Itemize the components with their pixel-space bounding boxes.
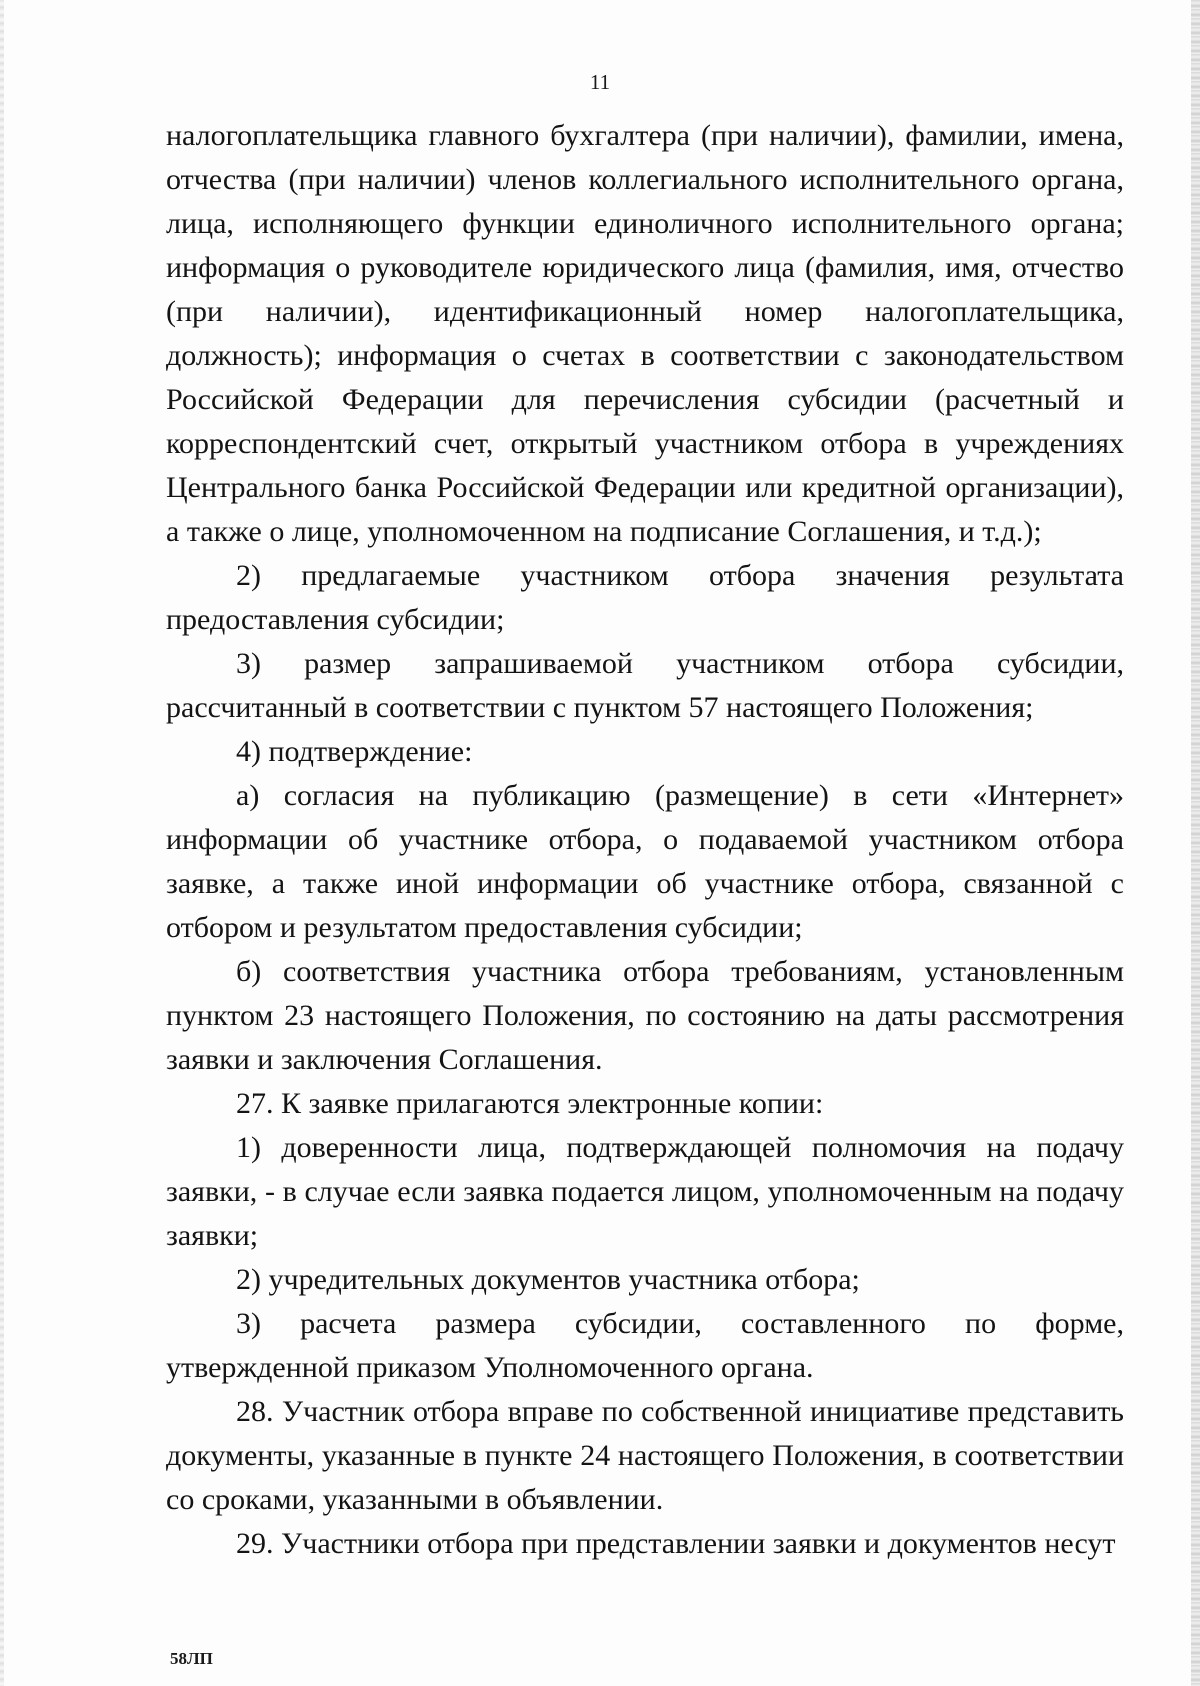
paragraph-clause-27-item-1: 1) доверенности лица, подтверждающей полномочия на подачу заявки, - в случае если заявка подается лицом, уполномоченным на подачу заявки;	[166, 1131, 1124, 1252]
paragraph-continuation: налогоплательщика главного бухгалтера (при наличии), фамилии, имена, отчества (при наличии) членов коллегиального исполнительного органа, лица, исполняющего функции единоличного исполнительного органа; информация о руководителе юридического лица (фамилия, имя, отчество (при наличии), идентификационный номер налогоплательщика, должность); информация о счетах в соответствии с законодательством Российской Федерации для перечисления субсидии (расчетный и корреспондентский счет, открытый участником отбора в учреждениях Центрального банка Российской Федерации или кредитной организации), а также о лице, уполномоченном на подписание Соглашения, и т.д.);	[166, 119, 1124, 548]
paragraph-clause-27-item-3: 3) расчета размера субсидии, составленного по форме, утвержденной приказом Уполномоченного органа.	[166, 1307, 1124, 1384]
footer-document-code: 58ЛП	[170, 1649, 213, 1668]
scan-edge-left	[0, 0, 4, 1686]
paragraph-item-b: б) соответствия участника отбора требованиям, установленным пунктом 23 настоящего Положения, по состоянию на даты рассмотрения заявки и заключения Соглашения.	[166, 955, 1124, 1076]
paragraph-clause-27: 27. К заявке прилагаются электронные копии:	[236, 1087, 824, 1120]
document-body	[166, 114, 1124, 1566]
paragraph-item-2: 2) предлагаемые участником отбора значения результата предоставления субсидии;	[166, 559, 1124, 636]
page-number: 11	[589, 70, 611, 94]
paragraph-item-a: а) согласия на публикацию (размещение) в сети «Интернет» информации об участнике отбора, о подаваемой участником отбора заявке, а также иной информации об участнике отбора, связанной с отбором и результатом предоставления субсидии;	[166, 779, 1124, 944]
paragraph-clause-27-item-2: 2) учредительных документов участника отбора;	[236, 1263, 860, 1296]
paragraph-item-4: 4) подтверждение:	[236, 735, 473, 768]
scan-edge-right	[1191, 0, 1200, 1686]
paragraph-clause-29: 29. Участники отбора при представлении заявки и документов несут	[236, 1527, 1116, 1560]
paragraph-clause-28: 28. Участник отбора вправе по собственной инициативе представить документы, указанные в пункте 24 настоящего Положения, в соответствии со сроками, указанными в объявлении.	[166, 1395, 1124, 1516]
paragraph-item-3: 3) размер запрашиваемой участником отбора субсидии, рассчитанный в соответствии с пунктом 57 настоящего Положения;	[166, 647, 1124, 724]
